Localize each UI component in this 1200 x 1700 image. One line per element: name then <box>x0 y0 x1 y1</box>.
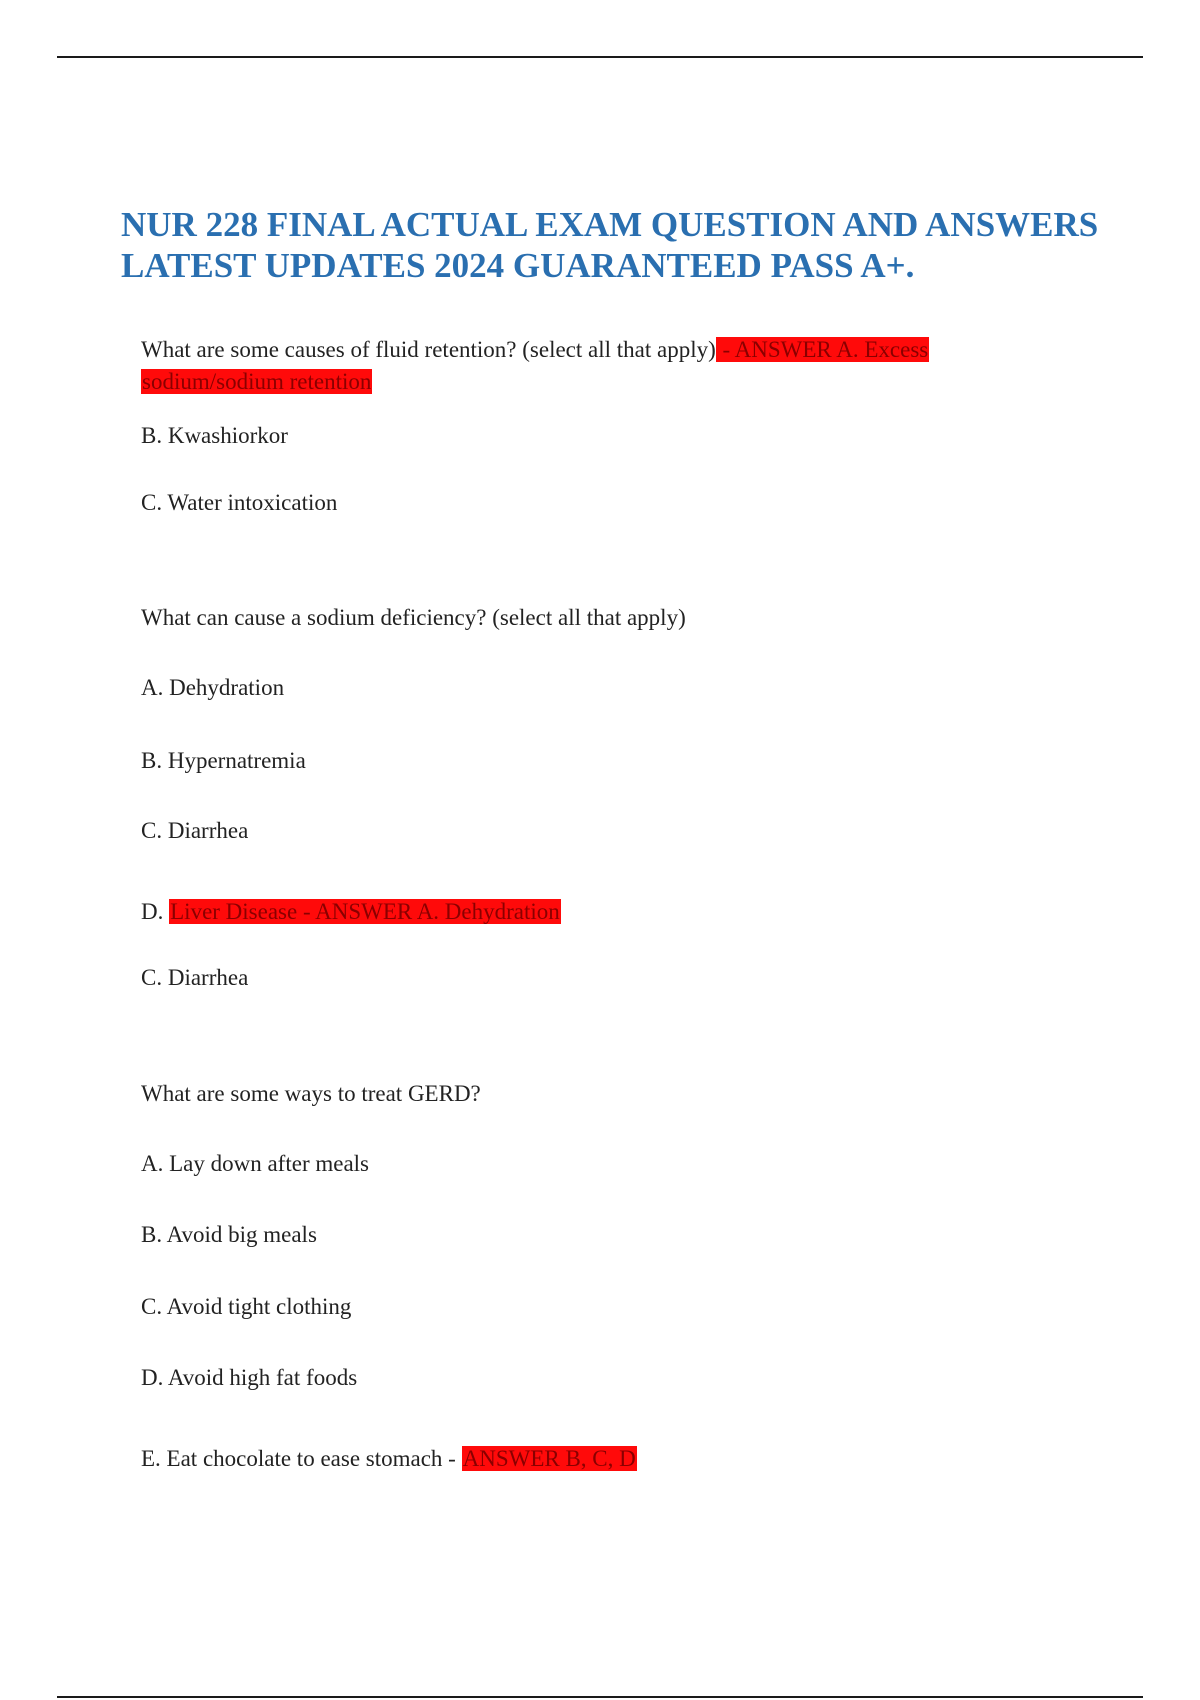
question-3-option-e-prefix: E. Eat chocolate to ease stomach - <box>141 1446 462 1471</box>
question-1-option-b: B. Kwashiorkor <box>141 423 288 448</box>
question-1 <box>141 334 1041 398</box>
document-title: NUR 228 FINAL ACTUAL EXAM QUESTION AND ANSWERS LATEST UPDATES 2024 GUARANTEED PASS A+. <box>121 205 1099 285</box>
question-3-option-a: A. Lay down after meals <box>141 1151 370 1176</box>
question-3-option-e <box>141 1443 637 1475</box>
question-1-option-c: C. Water intoxication <box>141 490 338 515</box>
question-3-option-d: D. Avoid high fat foods <box>141 1365 358 1390</box>
question-3-option-b: B. Avoid big meals <box>141 1222 317 1247</box>
footer-rule <box>57 1696 1143 1698</box>
question-2-option-b: B. Hypernatremia <box>141 748 306 773</box>
question-2-option-a: A. Dehydration <box>141 675 285 700</box>
question-2-option-c: C. Diarrhea <box>141 818 249 843</box>
question-3-text: What are some ways to treat GERD? <box>141 1081 481 1106</box>
question-2-option-d-prefix: D. <box>141 899 170 924</box>
question-2-option-d <box>141 896 561 928</box>
question-2-text: What can cause a sodium deficiency? (select all that apply) <box>141 605 686 630</box>
header-rule <box>57 56 1143 58</box>
question-3-option-c: C. Avoid tight clothing <box>141 1294 352 1319</box>
question-1-text: What are some causes of fluid retention? (select all that apply) <box>141 337 716 362</box>
question-3-answer-highlight: ANSWER B, C, D <box>462 1446 636 1471</box>
question-1-answer-highlight: - ANSWER A. Excess sodium/sodium retention <box>142 337 929 394</box>
question-2-answer-extra: C. Diarrhea <box>141 965 249 990</box>
question-2-answer-highlight: Liver Disease - ANSWER A. Dehydration <box>170 899 560 924</box>
